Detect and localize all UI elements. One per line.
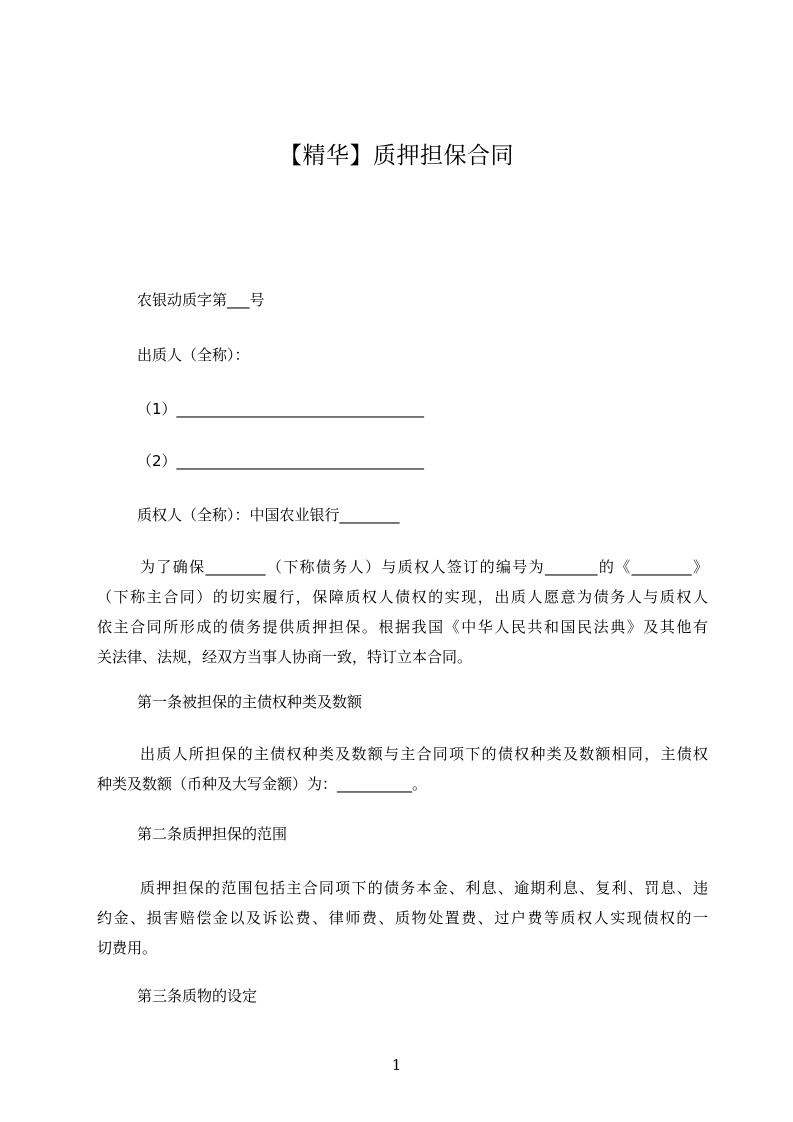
article-1-heading: 第一条被担保的主债权种类及数额 (137, 693, 363, 711)
contract-number-line: 农银动质字第___号 (137, 291, 265, 309)
pledgee-line: 质权人（全称）：中国农业银行________ (137, 506, 400, 524)
article-2-heading: 第二条质押担保的范围 (137, 825, 288, 843)
article-2-line: 质押担保的范围包括主合同项下的债务本金、利息、逾期利息、复利、罚息、违 (140, 879, 708, 897)
article-2-paragraph (97, 873, 708, 963)
preamble-line: （下称主合同）的切实履行，保障质权人债权的实现，出质人愿意为债务人与质权人 (97, 588, 708, 606)
pledgor-1-line: （1）_________________________________ (137, 400, 425, 418)
pledgor-heading: 出质人（全称）： (137, 346, 250, 364)
preamble-line: 依主合同所形成的债务提供质押担保。根据我国《中华人民共和国民法典》及其他有 (97, 618, 708, 636)
article-3-heading: 第三条质物的设定 (137, 987, 258, 1005)
article-2-line: 约金、损害赔偿金以及诉讼费、律师费、质物处置费、过户费等质权人实现债权的一 (97, 909, 708, 927)
preamble-line: 关法律、法规，经双方当事人协商一致，特订立本合同。 (97, 648, 473, 666)
article-1-line: 种类及数额（币种及大写金额）为：__________。 (97, 775, 428, 793)
pledgor-2-line: （2）_________________________________ (137, 452, 425, 470)
article-1-paragraph (97, 739, 708, 799)
article-2-line: 切费用。 (97, 939, 158, 957)
article-1-line: 出质人所担保的主债权种类及数额与主合同项下的债权种类及数额相同，主债权 (140, 745, 708, 763)
document-title: 【精华】质押担保合同 (279, 143, 514, 169)
preamble-paragraph (97, 552, 708, 672)
preamble-line: 为了确保________（下称债务人）与质权人签订的编号为_______的《________》 (140, 558, 708, 576)
page-number: 1 (391, 1056, 402, 1074)
